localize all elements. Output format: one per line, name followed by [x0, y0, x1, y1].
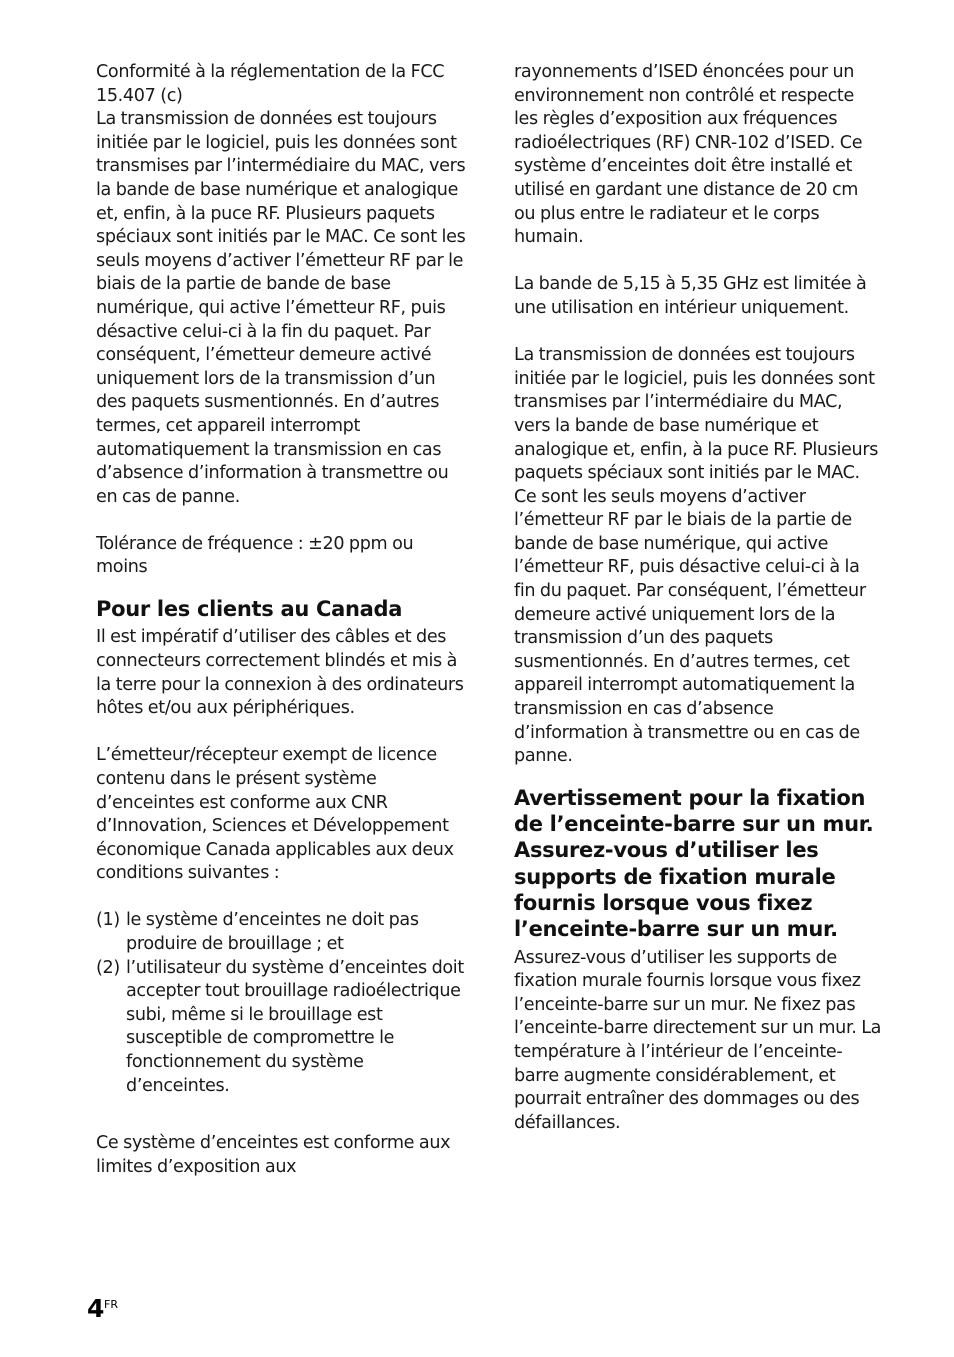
page-language-code: FR: [104, 1298, 118, 1311]
wall-mount-warning-heading: Avertissement pour la fixation de l’enceinte-barre sur un mur. Assurez-vous d’utiliser les supports de fixation murale fournis lorsque vous fixez l’enceinte-barre sur un mur.: [514, 785, 874, 942]
left-column: [96, 61, 468, 1179]
conditions-list: [96, 909, 468, 1098]
cables-paragraph: Il est impératif d’utiliser des câbles et des connecteurs correctement blindés et mis à la terre pour la connexion à des ordinateurs hôtes et/ou aux périphériques.: [96, 627, 464, 719]
list-item: [96, 909, 468, 956]
fcc-conformity-title: Conformité à la réglementation de la FCC 15.407 (c): [96, 62, 445, 106]
list-item-text: l’utilisateur du système d’enceintes doit accepter tout brouillage radioélectrique subi, même si le brouillage est susceptible de compromettre le fonctionnement du système d’enceintes.: [126, 957, 464, 1096]
frequency-tolerance-paragraph: Tolérance de fréquence : ±20 ppm ou moins: [96, 533, 414, 578]
list-item: [96, 957, 468, 1099]
list-item-number: (1): [96, 910, 120, 931]
license-exempt-paragraph: L’émetteur/récepteur exempt de licence contenu dans le présent système d’enceintes est conforme aux CNR d’Innovation, Sciences et Développement économique Canada applicables aux deux conditions suivantes :: [96, 745, 454, 884]
band-limitation-paragraph: La bande de 5,15 à 5,35 GHz est limitée à une utilisation en intérieur uniquement.: [514, 274, 867, 318]
canada-heading: Pour les clients au Canada: [96, 597, 403, 622]
data-transmission-paragraph-2: La transmission de données est toujours initiée par le logiciel, puis les données sont transmises par l’intermédiaire du MAC, vers la bande de base numérique et analogique et, enfin, à la puce RF. Plusieurs paquets spéciaux sont initiés par le MAC. Ce sont les seuls moyens d’activer l’émetteur RF par le biais de la partie de bande de base numérique, qui active l’émetteur RF, puis désactive celui-ci à la fin du paquet. Par conséquent, l’émetteur demeure activé uniquement lors de la transmission d’un des paquets susmentionnés. En d’autres termes, cet appareil interrompt automatiquement la transmission en cas d’absence d’information à transmettre ou en cas de panne.: [514, 345, 879, 767]
wall-mount-warning-paragraph: Assurez-vous d’utiliser les supports de fixation murale fournis lorsque vous fixez l’enceinte-barre sur un mur. Ne fixez pas l’enceinte-barre directement sur un mur. La température à l’intérieur de l’enceinte-barre augmente considérablement, et pourrait entraîner des dommages ou des défaillances.: [514, 947, 882, 1133]
page-number: 4: [87, 1294, 105, 1323]
list-item-text: le système d’enceintes ne doit pas produire de brouillage ; et: [126, 910, 419, 955]
data-transmission-paragraph: La transmission de données est toujours initiée par le logiciel, puis les données sont transmises par l’intermédiaire du MAC, vers la bande de base numérique et analogique et, enfin, à la puce RF. Plusieurs paquets spéciaux sont initiés par le MAC. Ce sont les seuls moyens d’activer l’émetteur RF par le biais de la partie de bande de base numérique, qui active l’émetteur RF, puis désactive celui-ci à la fin du paquet. Par conséquent, l’émetteur demeure activé uniquement lors de la transmission d’un des paquets susmentionnés. En d’autres termes, cet appareil interrompt automatiquement la transmission en cas d’absence d’information à transmettre ou en cas de panne.: [96, 109, 466, 507]
right-column: [514, 61, 882, 1135]
list-item-number: (2): [96, 957, 120, 978]
exposure-limits-paragraph: Ce système d’enceintes est conforme aux limites d’exposition aux: [96, 1133, 451, 1177]
ised-exposure-paragraph: rayonnements d’ISED énoncées pour un environnement non contrôlé et respecte les règles d’exposition aux fréquences radioélectriques (RF) CNR-102 d’ISED. Ce système d’enceintes doit être installé et utilisé en gardant une distance de 20 cm ou plus entre le radiateur et le corps humain.: [514, 62, 863, 248]
